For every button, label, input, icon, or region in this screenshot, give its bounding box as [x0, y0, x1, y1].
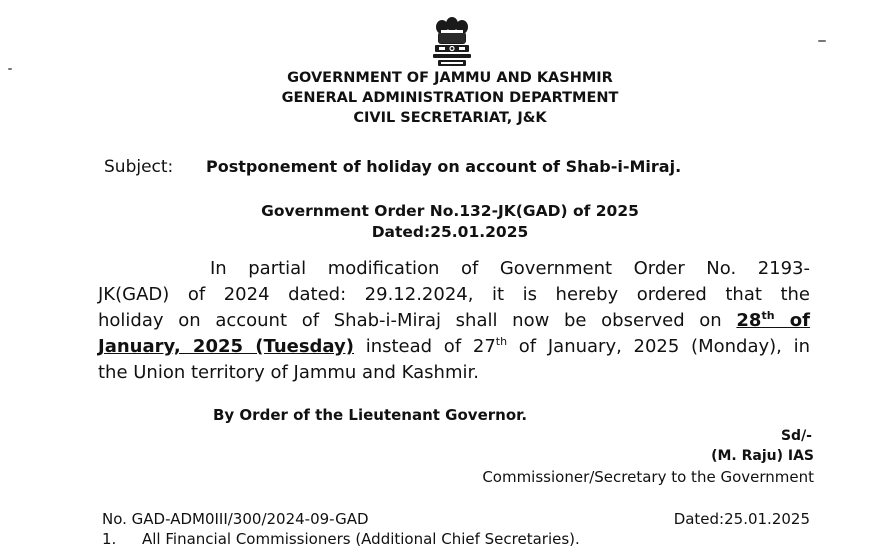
list-item-number: 1.: [102, 530, 117, 548]
header-department: GENERAL ADMINISTRATION DEPARTMENT: [281, 90, 619, 106]
list-item-text: All Financial Commissioners (Additional Chief Secretaries).: [142, 530, 580, 548]
signature-sd: Sd/-: [780, 428, 812, 444]
instead-of-text: instead of 27: [354, 336, 496, 357]
new-holiday-date-start: [736, 310, 810, 331]
authority-line: By Order of the Lieutenant Governor.: [213, 406, 528, 424]
order-number: Government Order No.132-JK(GAD) of 2025: [261, 202, 639, 220]
body-line-3: [98, 308, 810, 334]
body-line-3-text: holiday on account of Shab-i-Miraj shall now be observed on: [98, 310, 737, 331]
old-day-suffix: th: [495, 335, 508, 348]
header-secretariat: CIVIL SECRETARIAT, J&K: [353, 110, 547, 126]
new-holiday-date-rest: January, 2025 (Tuesday): [98, 336, 354, 357]
order-date: Dated:25.01.2025: [371, 223, 529, 241]
new-day-suffix: th: [761, 309, 775, 322]
signatory-designation: Commissioner/Secretary to the Government: [482, 468, 814, 486]
header-government: GOVERNMENT OF JAMMU AND KASHMIR: [287, 70, 613, 86]
body-line-4: [98, 334, 810, 360]
body-line-1: In partial modification of Government Order No. 2193-: [210, 258, 810, 279]
new-day-of: of: [774, 310, 810, 331]
scan-speck: [818, 40, 826, 42]
scan-speck: [8, 68, 12, 70]
subject-text: Postponement of holiday on account of Shab-i-Miraj.: [206, 157, 682, 176]
signatory-name: (M. Raju) IAS: [711, 448, 814, 464]
list-item: [102, 530, 580, 548]
reference-date: Dated:25.01.2025: [673, 510, 810, 528]
body-line-5: the Union territory of Jammu and Kashmir.: [98, 362, 479, 383]
old-date-text: of January, 2025 (Monday), in: [507, 336, 811, 357]
state-emblem-icon: [424, 14, 480, 70]
body-line-2: JK(GAD) of 2024 dated: 29.12.2024, it is hereby ordered that the: [98, 284, 810, 305]
reference-number: No. GAD-ADM0III/300/2024-09-GAD: [102, 510, 369, 528]
subject-label: Subject:: [104, 157, 174, 177]
new-day: 28: [736, 310, 762, 331]
